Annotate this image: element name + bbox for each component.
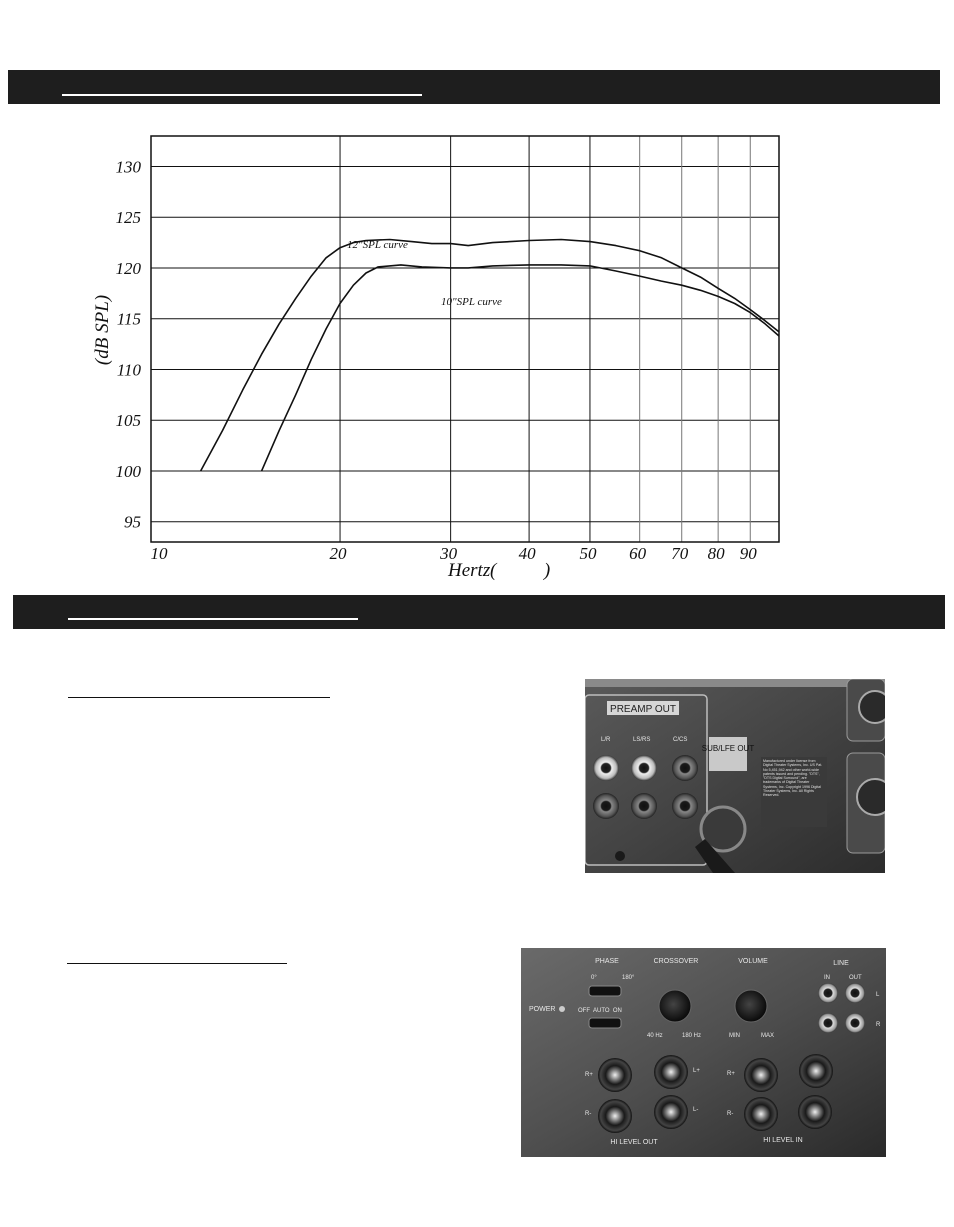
subsection-rule-1 xyxy=(68,697,330,698)
header-rule-2 xyxy=(68,618,358,620)
hi-level-in-label: HI LEVEL IN xyxy=(763,1137,803,1144)
rca-jack xyxy=(593,793,619,819)
mode-switch-labels: OFF AUTO ON xyxy=(578,1008,622,1014)
y-tick-label: 120 xyxy=(115,258,141,278)
rca-jack xyxy=(631,755,657,781)
in-rminus-label: R- xyxy=(727,1111,734,1117)
preamp-out-label: PREAMP OUT xyxy=(610,704,676,715)
sub-lfe-out-label: SUB/LFE OUT xyxy=(701,744,755,753)
x-tick-label: 60 xyxy=(629,544,647,563)
jack-label-lr: L/R xyxy=(601,737,611,743)
y-axis-label: (dB SPL) xyxy=(92,294,113,366)
line-l-label: L xyxy=(876,992,880,998)
phase-180-label: 180° xyxy=(622,975,635,981)
series-line-1 xyxy=(262,265,779,471)
rca-jack xyxy=(672,793,698,819)
section-header-bar-2 xyxy=(13,595,945,629)
x-tick-label: 90 xyxy=(739,544,757,563)
y-tick-labels xyxy=(116,157,142,531)
rca-jack xyxy=(593,755,619,781)
line-out-label: OUT xyxy=(849,975,862,981)
y-tick-label: 95 xyxy=(124,512,141,532)
line-label: LINE xyxy=(833,960,849,967)
hi-level-out-label: HI LEVEL OUT xyxy=(610,1139,658,1146)
crossover-high-label: 180 Hz xyxy=(682,1033,702,1039)
out-lplus-label: L+ xyxy=(693,1068,700,1074)
rca-jack xyxy=(631,793,657,819)
crossover-label: CROSSOVER xyxy=(653,958,699,965)
phase-0-label: 0° xyxy=(591,975,597,981)
series-label-10: 10"SPL curve xyxy=(441,296,502,308)
chart-grid xyxy=(151,136,779,542)
crossover-knob xyxy=(659,990,691,1022)
spl-chart xyxy=(0,0,954,600)
subwoofer-amp-panel-photo xyxy=(521,948,886,1157)
x-tick-label: 20 xyxy=(329,544,347,563)
rca-jack xyxy=(672,755,698,781)
x-tick-label: 50 xyxy=(579,544,597,563)
x-tick-label: 30 xyxy=(440,544,458,563)
series-line-0 xyxy=(201,240,779,471)
dts-license-text: Manufactured under license from Digital Theater Systems, Inc. US Pat. No 5,451,942 and other world-wide patents issued and pending. "DTS", "DTS Digital Surround", are trademarks of Digital Theater Systems, Inc. Copyright 1996 Digital Theater Systems, Inc. All Rights Reserved. xyxy=(763,759,823,798)
y-tick-label: 115 xyxy=(116,309,141,329)
in-rplus-label: R+ xyxy=(727,1071,735,1077)
volume-knob xyxy=(735,990,767,1022)
volume-label: VOLUME xyxy=(738,958,768,965)
subsection-rule-2 xyxy=(67,963,287,964)
out-rplus-label: R+ xyxy=(585,1072,593,1078)
out-rminus-label: R- xyxy=(585,1111,592,1117)
phase-switch xyxy=(589,986,621,996)
x-tick-label: 80 xyxy=(707,544,725,563)
power-led xyxy=(559,1006,565,1012)
receiver-preamp-out-photo xyxy=(585,679,885,873)
out-lminus-label: L- xyxy=(693,1107,699,1113)
volume-min-label: MIN xyxy=(729,1033,740,1039)
volume-max-label: MAX xyxy=(761,1033,775,1039)
x-axis-label: Hertz xyxy=(448,560,491,581)
series-label-12: 12"SPL curve xyxy=(347,239,408,251)
phase-label: PHASE xyxy=(595,958,619,965)
x-tick-label: 40 xyxy=(518,544,536,563)
x-tick-label: 10 xyxy=(150,544,168,563)
y-tick-label: 100 xyxy=(115,461,141,481)
y-tick-label: 125 xyxy=(115,208,141,228)
crossover-low-label: 40 Hz xyxy=(647,1033,663,1039)
jack-label-lsrs: LS/RS xyxy=(633,737,651,743)
y-tick-label: 130 xyxy=(115,157,141,177)
chart-series xyxy=(201,240,779,471)
power-label: POWER xyxy=(529,1006,556,1013)
x-axis-label-paren: ( ) xyxy=(490,560,551,581)
jack-label-ccs: C/CS xyxy=(673,737,688,743)
line-in-label: IN xyxy=(824,975,830,981)
y-tick-label: 110 xyxy=(116,360,141,380)
y-tick-label: 105 xyxy=(115,411,141,431)
mode-switch xyxy=(589,1018,621,1028)
line-r-label: R xyxy=(876,1022,881,1028)
x-tick-label: 70 xyxy=(671,544,689,563)
plot-frame xyxy=(151,136,779,542)
